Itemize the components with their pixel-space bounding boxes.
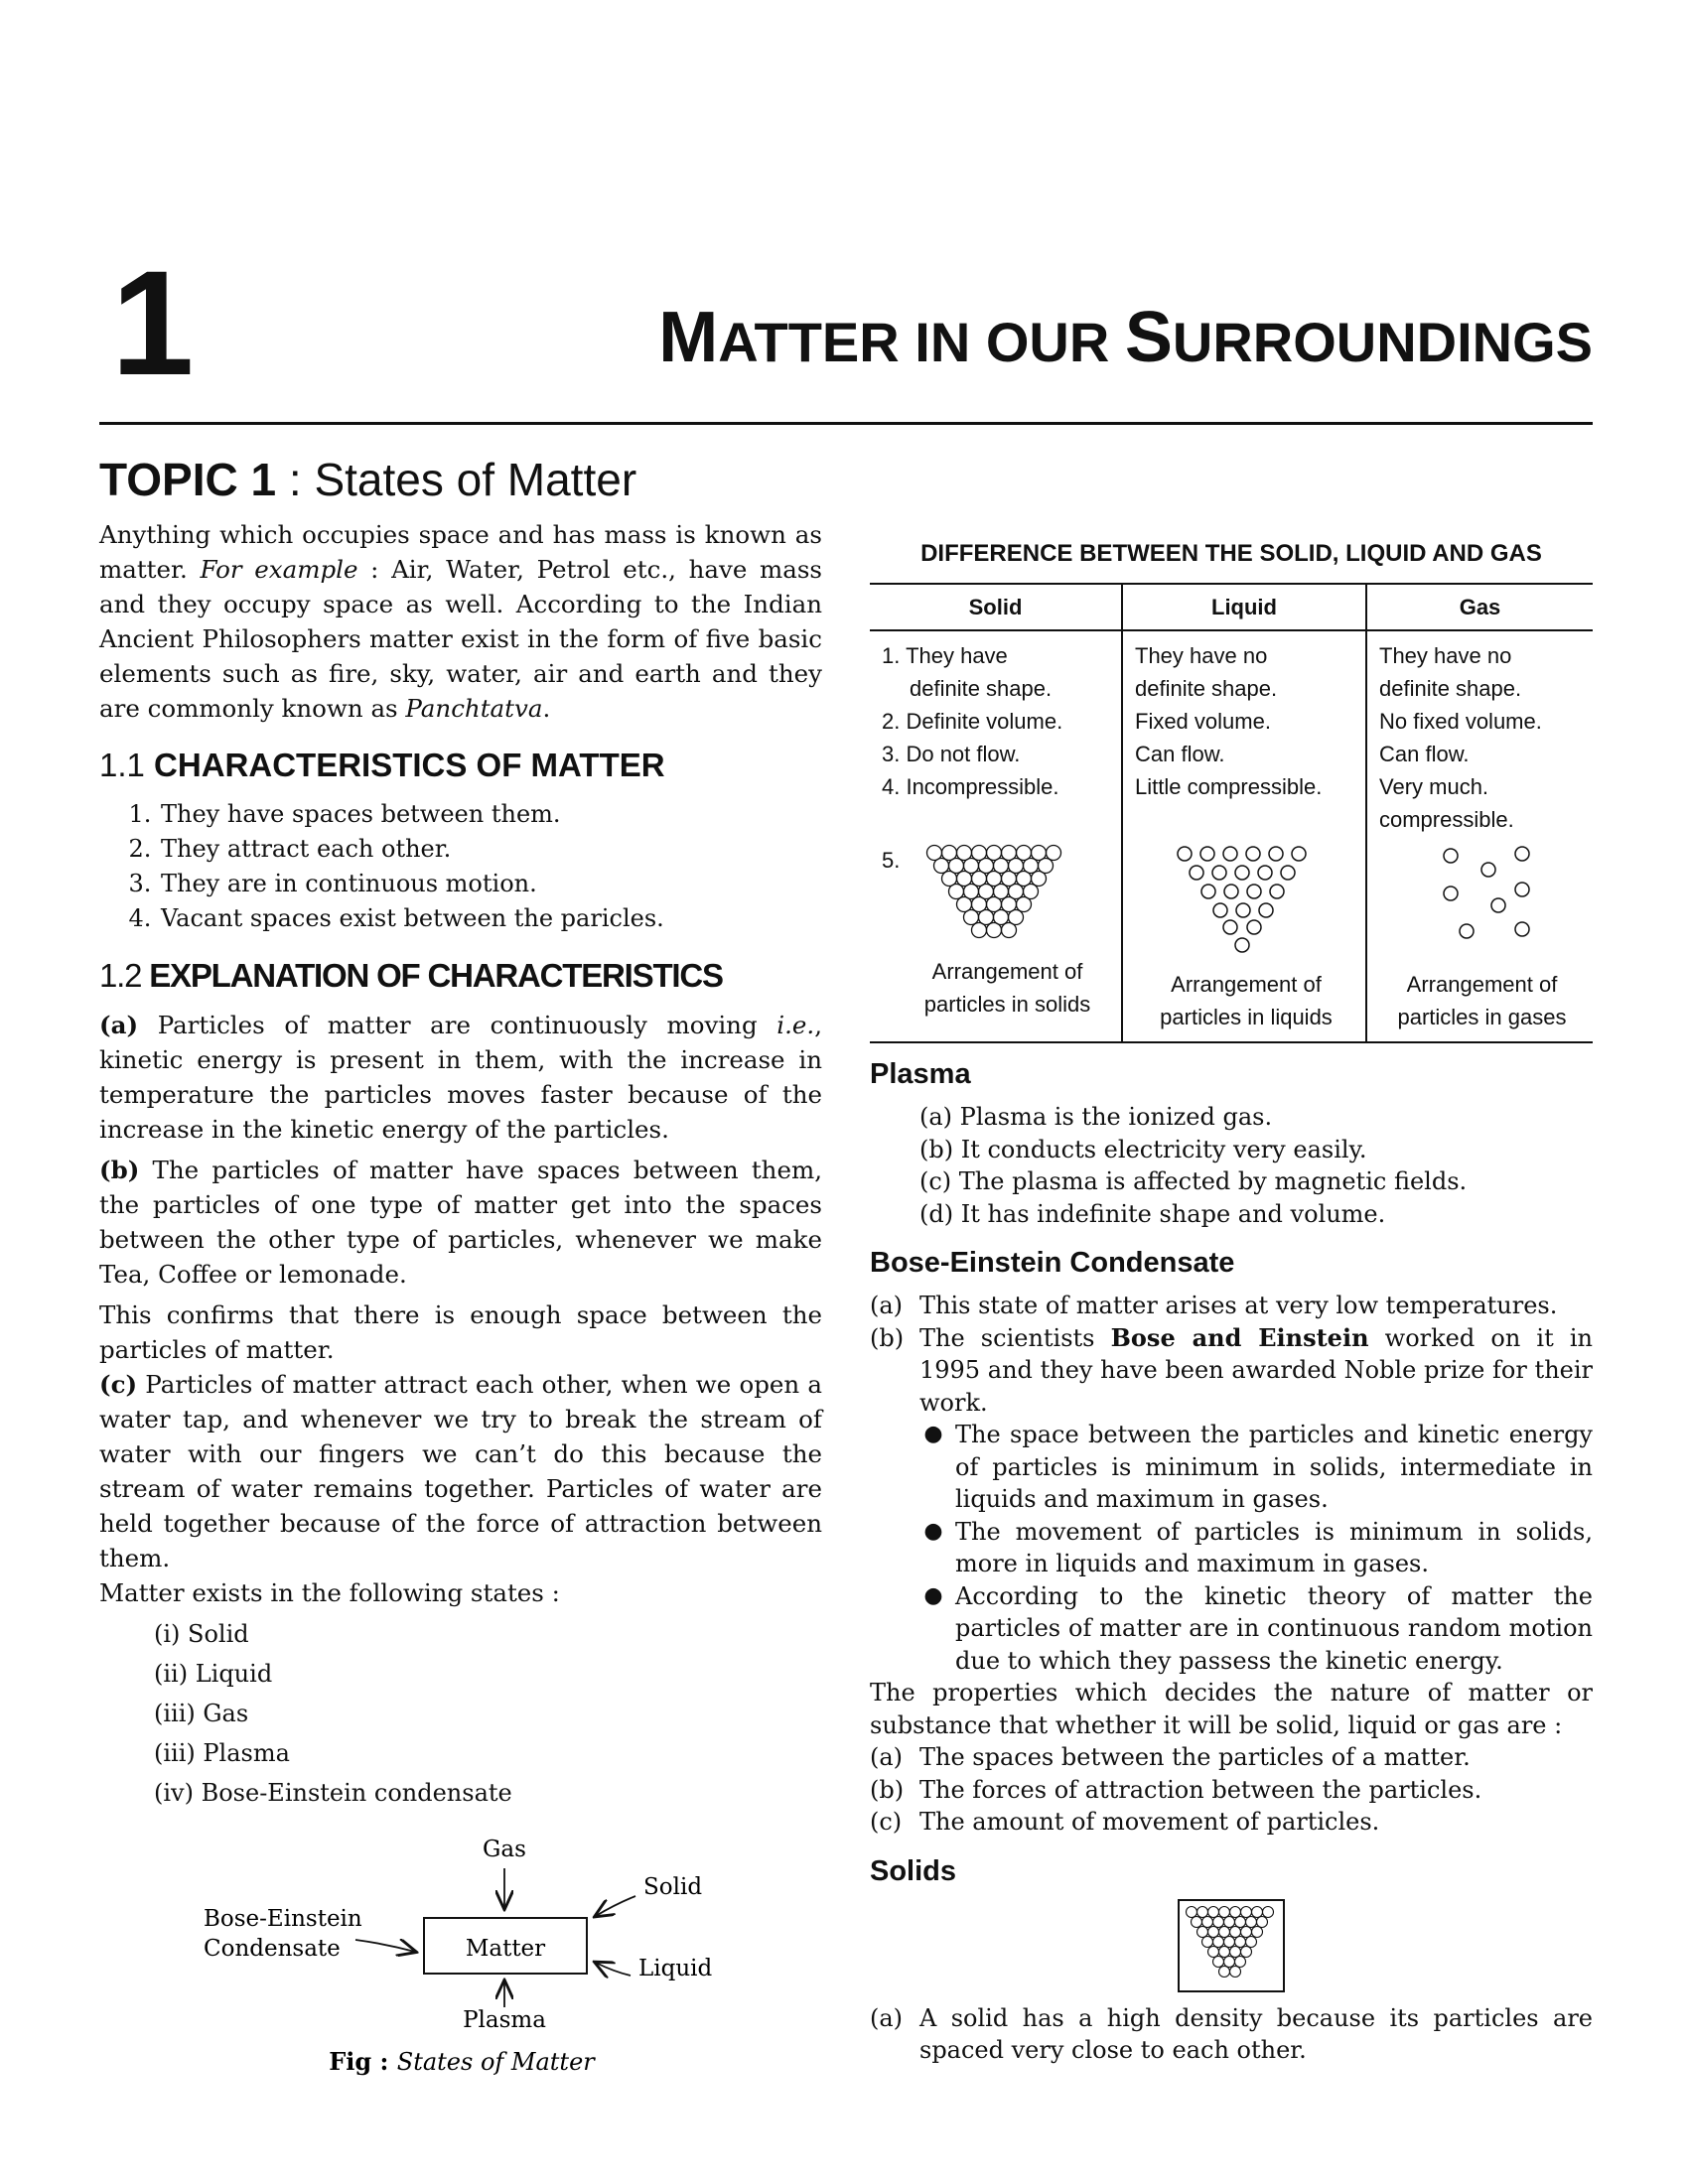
table-header-row — [870, 584, 1593, 630]
property-item — [870, 1774, 1593, 1807]
table-cell-text: They have no — [1135, 643, 1268, 668]
list-item: (iii) Plasma — [154, 1739, 290, 1767]
table-cell-text: Little compressible. — [1135, 774, 1323, 799]
list-item: (d) It has indefinite shape and volume. — [919, 1199, 1386, 1228]
matter-label: Matter — [465, 1936, 546, 1962]
item-text: The spaces between the particles of a matter. — [919, 1743, 1471, 1771]
topic-heading — [99, 452, 822, 507]
topic-title: States of Matter — [314, 454, 637, 505]
properties-intro: The properties which decides the nature of matter or substance that whether it will be solid, liquid or gas are : — [870, 1679, 1593, 1739]
intro-text-a: Anything which occupies space and has mass is known as matter. — [99, 520, 822, 584]
list-item: (i) Solid — [154, 1620, 249, 1648]
figure-caption-italic: States of Matter — [396, 2048, 595, 2076]
table-cell-text: definite shape. — [1135, 676, 1278, 701]
item-text: The amount of movement of particles. — [919, 1808, 1380, 1836]
characteristics-list — [99, 797, 822, 936]
bullet-icon: ● — [923, 1422, 943, 1446]
table-cell-text: Can flow. — [1135, 742, 1225, 766]
chapter-title: MATTER IN OUR SURROUNDINGS — [658, 298, 1593, 377]
topic-separator: : — [276, 454, 315, 505]
liquid-label: Liquid — [638, 1956, 713, 1981]
list-item: 2. They attract each other. — [159, 832, 822, 867]
bec-item-a — [870, 1290, 1593, 1322]
plasma-label: Plasma — [463, 2007, 546, 2033]
list-item: (iii) Gas — [154, 1700, 249, 1727]
bullet-text: The space between the particles and kinetic energy of particles is minimum in solids, intermediate in liquids and maximum in gases. — [955, 1421, 1593, 1513]
item-text: This state of matter arises at very low temperatures. — [919, 1292, 1558, 1319]
table-header: Liquid — [1122, 584, 1366, 630]
gas-properties — [1366, 630, 1593, 844]
bullet-text: According to the kinetic theory of matter the particles of matter are in continuous random motion due to which they passess the kinetic energy. — [955, 1581, 1593, 1675]
plasma-heading: Plasma — [870, 1058, 971, 1090]
item-label: (b) — [870, 1323, 905, 1352]
chapter-number: 1 — [111, 239, 195, 406]
gas-particles-diagram — [1403, 844, 1562, 959]
section-title: CHARACTERISTICS OF MATTER — [154, 747, 665, 783]
liquid-arrangement — [1122, 844, 1366, 1042]
bec-b-text-1: The scientists — [919, 1323, 1111, 1352]
solid-arrangement — [870, 844, 1122, 1042]
solids-heading: Solids — [870, 1854, 957, 1887]
item-label: (c) — [99, 1370, 138, 1399]
right-column — [870, 452, 1593, 2067]
states-intro: Matter exists in the following states : — [99, 1578, 560, 1607]
table-header: Gas — [1366, 584, 1593, 630]
liquid-arrangement-caption: Arrangement of particles in liquids — [1160, 972, 1333, 1029]
explanation-a — [99, 1008, 822, 1147]
section-number: 1.2 — [99, 957, 142, 994]
solids-particles-diagram — [1177, 1898, 1286, 1993]
table-cell-text: 2. Definite volume. — [882, 709, 1063, 734]
table-row — [870, 844, 1593, 1042]
intro-paragraph — [99, 517, 822, 726]
explanation-a-text-2: , kinetic energy is present in them, with the increase in temperature the particles moves faster because of the increase in the kinetic energy of the particles. — [99, 1011, 822, 1144]
gas-arrangement — [1366, 844, 1593, 1042]
item-label: (b) — [870, 1775, 905, 1804]
list-item — [912, 1580, 1593, 1678]
bec-heading: Bose-Einstein Condensate — [870, 1247, 1235, 1279]
list-item — [912, 1516, 1593, 1580]
states-of-matter-diagram — [99, 1827, 822, 2105]
item-text — [919, 1322, 1593, 1420]
gas-arrangement-caption: Arrangement of particles in gases — [1397, 972, 1567, 1029]
explanation-a-text: Particles of matter are continuously moving — [138, 1011, 777, 1039]
bec-b-text-2: worked on it in 1995 and they have been awarded Noble prize for their work. — [919, 1323, 1593, 1417]
bec-arrow — [355, 1940, 415, 1952]
solid-label: Solid — [643, 1874, 703, 1900]
table-header: Solid — [870, 584, 1122, 630]
table-cell-text: No fixed volume. — [1379, 709, 1542, 734]
table-cell-text: 1. They have — [882, 643, 1008, 668]
item-label: (a) — [870, 1743, 904, 1771]
table-cell-text: Very much. — [1379, 774, 1489, 799]
list-item — [912, 1419, 1593, 1516]
bec-b-bold: Bose and Einstein — [1110, 1322, 1369, 1352]
explanation-b-text: The particles of matter have spaces between them, the particles of one type of matter get into the spaces between the other type of particles, whenever we make Tea, Coffee or lemonade. — [99, 1156, 822, 1289]
bec-label-line2: Condensate — [204, 1936, 341, 1962]
item-label: (c) — [870, 1808, 903, 1836]
explanation-a-ie: i.e. — [776, 1011, 815, 1039]
table-cell-text: 5. — [882, 848, 901, 873]
solid-properties — [870, 630, 1122, 844]
figure-caption-bold: Fig : — [329, 2047, 397, 2076]
explanation-c-text: Particles of matter attract each other, when we open a water tap, and whenever we try to break the stream of water with our fingers we can’t do this because the stream of water remains together. Particles of water are held together because of the force of attraction between them. — [99, 1370, 822, 1572]
bullet-text: The movement of particles is minimum in solids, more in liquids and maximum in gases. — [955, 1517, 1593, 1577]
states-list — [99, 1614, 822, 1813]
left-column — [99, 452, 822, 1813]
intro-for-example: For example — [200, 555, 358, 584]
solids-item-a — [870, 2002, 1593, 2067]
liquid-particles-diagram — [1167, 844, 1326, 959]
table-cell-text: 4. Incompressible. — [882, 774, 1059, 799]
item-text: The forces of attraction between the particles. — [919, 1775, 1482, 1804]
intro-text-b: : Air, Water, Petrol etc., have mass and they occupy space as well. According to the Indian Ancient Philosophers matter exist in the form of five basic elements such as fire, sky, water, air and earth and they are commonly known as — [99, 555, 823, 723]
topic-label: TOPIC 1 — [99, 454, 277, 505]
list-item: (a) Plasma is the ionized gas. — [919, 1103, 1273, 1131]
section-number: 1.1 — [99, 747, 145, 783]
table-cell-text: 3. Do not flow. — [882, 742, 1021, 766]
solid-arrangement-caption: Arrangement of particles in solids — [923, 959, 1091, 1017]
list-item: (ii) Liquid — [154, 1660, 273, 1688]
section-heading-1-2 — [99, 954, 822, 998]
section-heading-1-1 — [99, 744, 822, 787]
solid-arrow — [596, 1896, 635, 1916]
header-rule — [99, 422, 1593, 425]
bec-item-b — [870, 1322, 1593, 1420]
item-label: (a) — [870, 1292, 904, 1319]
intro-text-c: . — [542, 694, 551, 723]
bec-label-line1: Bose-Einstein — [204, 1906, 362, 1932]
intro-panchtatva: Panchtatva — [405, 694, 543, 723]
explanation-b — [99, 1153, 822, 1292]
table-title: DIFFERENCE BETWEEN THE SOLID, LIQUID AND GAS — [920, 540, 1542, 567]
property-item — [870, 1741, 1593, 1774]
table-cell-text: definite shape. — [1379, 676, 1522, 701]
item-label: (a) — [99, 1011, 139, 1039]
item-text: A solid has a high density because its particles are spaced very close to each other. — [919, 2003, 1593, 2064]
table-cell-text: Can flow. — [1379, 742, 1470, 766]
liquid-properties — [1122, 630, 1366, 844]
list-item: (c) The plasma is affected by magnetic fields. — [919, 1167, 1468, 1195]
explanation-c — [99, 1367, 822, 1575]
explanation-confirm: This confirms that there is enough space between the particles of matter. — [99, 1300, 822, 1364]
plasma-list — [870, 1101, 1593, 1230]
table-row — [870, 630, 1593, 844]
bec-bullets — [870, 1419, 1593, 1677]
bullet-icon: ● — [923, 1582, 943, 1608]
bullet-icon: ● — [923, 1518, 943, 1544]
list-item: (iv) Bose-Einstein condensate — [154, 1779, 512, 1807]
table-cell-text: compressible. — [1379, 807, 1514, 832]
solid-particles-diagram — [925, 844, 1074, 955]
list-item: 3. They are in continuous motion. — [159, 867, 822, 901]
list-item: 1. They have spaces between them. — [159, 797, 822, 832]
liquid-arrow — [596, 1963, 631, 1976]
table-cell-text: They have no — [1379, 643, 1512, 668]
section-title: EXPLANATION OF CHARACTERISTICS — [149, 957, 723, 994]
property-item — [870, 1806, 1593, 1839]
comparison-table — [870, 583, 1593, 1043]
figure-caption — [329, 2047, 596, 2076]
item-label: (b) — [99, 1156, 140, 1184]
item-label: (a) — [870, 2003, 904, 2032]
list-item: (b) It conducts electricity very easily. — [919, 1135, 1367, 1163]
table-cell-text: Fixed volume. — [1135, 709, 1271, 734]
list-item: 4. Vacant spaces exist between the paricles. — [159, 901, 822, 936]
gas-label: Gas — [483, 1837, 526, 1862]
table-cell-text: definite shape. — [910, 676, 1053, 701]
